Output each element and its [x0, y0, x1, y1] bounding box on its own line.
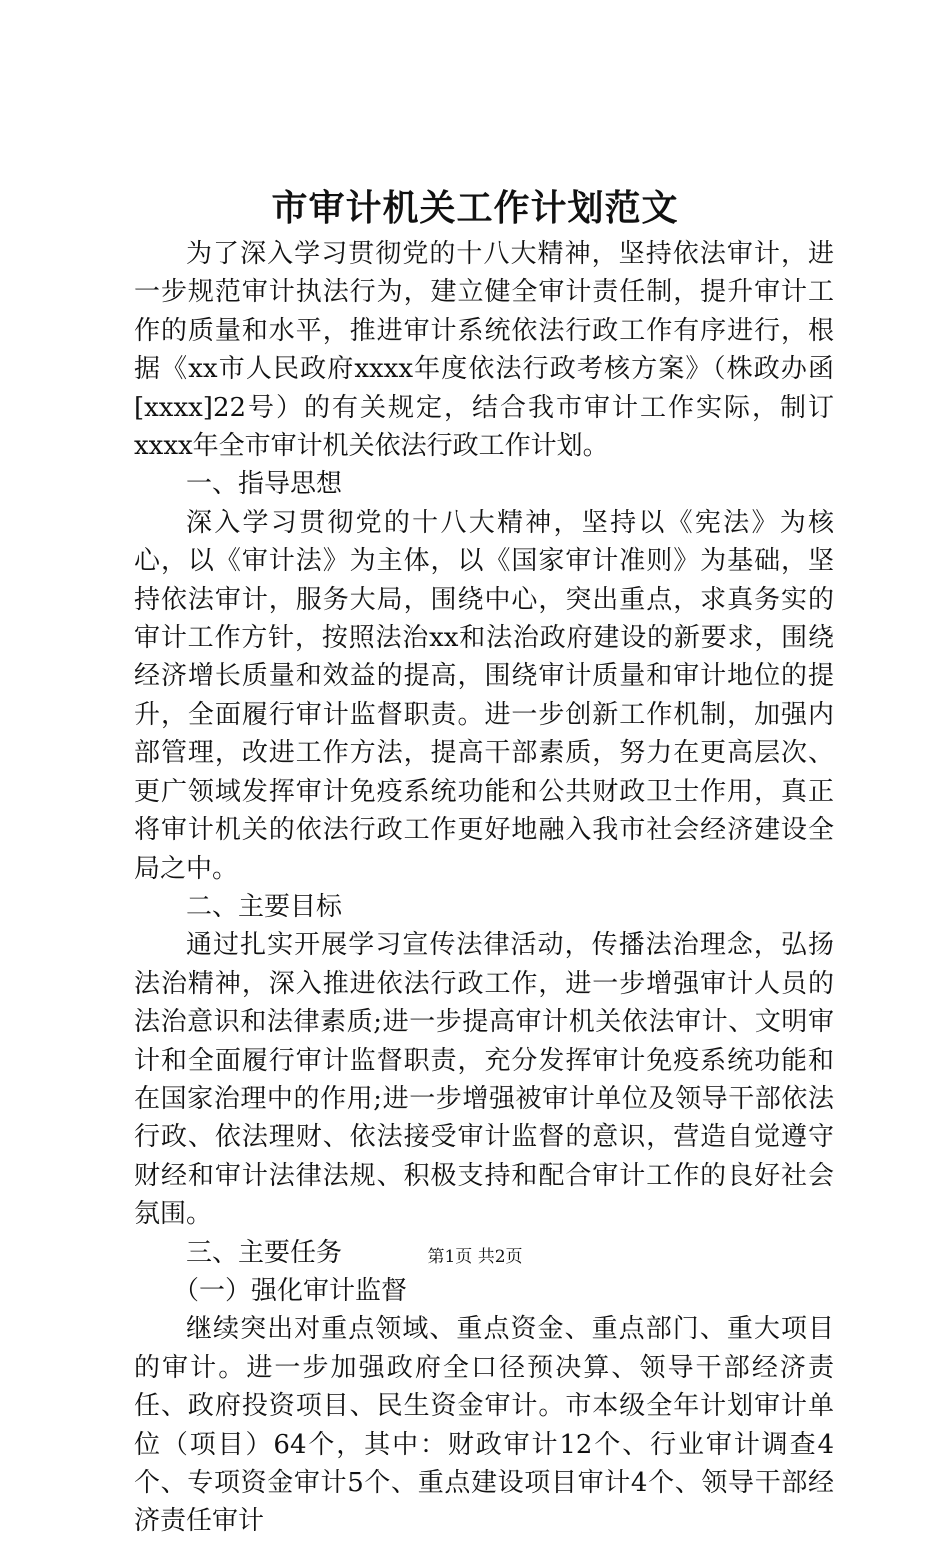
subsection-heading-audit-supervision: （一）强化审计监督	[173, 1275, 408, 1306]
intro-paragraph: 为了深入学习贯彻党的十八大精神，坚持依法审计，进一步规范审计执法行为，建立健全审计责任制，提升审计工作的质量和水平，推进审计系统依法行政工作有序进行，根据《xx市人民政府xxxx年度依法行政考核方案》（株政办函[xxxx]22号）的有关规定，结合我市审计工作实际，制订xxxx年全市审计机关依法行政工作计划。	[134, 239, 834, 462]
section-body-guiding-thought: 深入学习贯彻党的十八大精神，坚持以《宪法》为核心，以《审计法》为主体，以《国家审计准则》为基础，坚持依法审计，服务大局，围绕中心，突出重点，求真务实的审计工作方针，按照法治xx和法治政府建设的新要求，围绕经济增长质量和效益的提高，围绕审计质量和审计地位的提升，全面履行审计监督职责。进一步创新工作机制，加强内部管理，改进工作方法，提高干部素质，努力在更高层次、更广领域发挥审计免疫系统功能和公共财政卫士作用，真正将审计机关的依法行政工作更好地融入我市社会经济建设全局之中。	[134, 507, 834, 884]
section-heading-main-tasks: 三、主要任务	[186, 1237, 343, 1268]
page-footer: 第1页 共2页	[427, 1247, 523, 1267]
section-body-main-tasks: 继续突出对重点领域、重点资金、重点部门、重大项目的审计。进一步加强政府全口径预决算、领导干部经济责任、政府投资项目、民生资金审计。市本级全年计划审计单位（项目）64个，其中：财政审计12个、行业审计调查4个、专项资金审计5个、重点建设项目审计4个、领导干部经济责任审计	[134, 1314, 834, 1537]
section-body-main-goals: 通过扎实开展学习宣传法律活动，传播法治理念，弘扬法治精神，深入推进依法行政工作，进一步增强审计人员的法治意识和法律素质;进一步提高审计机关依法审计、文明审计和全面履行审计监督职责，充分发挥审计免疫系统功能和在国家治理中的作用;进一步增强被审计单位及领导干部依法行政、依法理财、依法接受审计监督的意识，营造自觉遵守财经和审计法律法规、积极支持和配合审计工作的良好社会氛围。	[134, 930, 834, 1230]
section-heading-guiding-thought: 一、指导思想	[186, 469, 343, 500]
section-heading-main-goals: 二、主要目标	[186, 891, 343, 922]
document-title: 市审计机关工作计划范文	[271, 187, 679, 229]
document-body	[134, 235, 834, 1541]
